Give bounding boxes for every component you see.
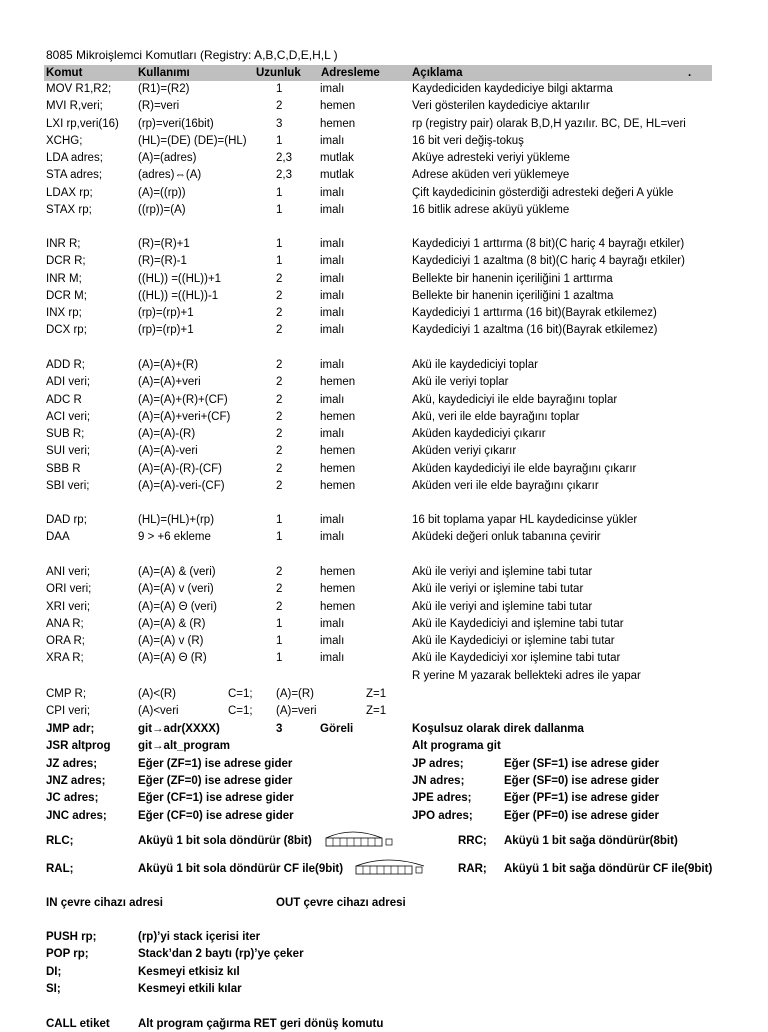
adresleme-cell: hemen <box>320 100 356 113</box>
kullanim-cell: (A)=((rp)) <box>138 186 186 199</box>
uzunluk-cell: 2 <box>276 324 283 337</box>
kullanim-cell: (adres)⇔(A) <box>138 169 202 182</box>
jump-cell: Göreli <box>320 723 354 735</box>
komut-cell: STAX rp; <box>46 203 92 216</box>
kullanim-cell: (A)=(A)+veri <box>138 376 201 389</box>
jump-cell: JZ adres; <box>46 757 98 770</box>
aciklama-cell: Aküye adresteki veriyi yükleme <box>412 152 570 164</box>
aciklama-cell: Bellekte bir hanenin içeriliğini 1 azaltma <box>412 289 614 302</box>
kullanim-cell: ((HL)) =((HL))+1 <box>138 272 222 285</box>
header-komut: Komut <box>46 67 83 79</box>
stack-desc: (rp)’yi stack içerisi iter <box>138 931 261 943</box>
table-row <box>0 443 768 459</box>
komut-cell: LDA adres; <box>46 152 103 164</box>
uzunluk-cell: 1 <box>276 635 283 647</box>
header-aciklama: Açıklama <box>412 67 463 79</box>
jump-row <box>0 808 768 824</box>
uzunluk-cell: 2 <box>276 479 283 492</box>
kullanim-cell: (rp)=(rp)+1 <box>138 307 194 319</box>
aciklama-cell: Aküden veriyi çıkarır <box>412 445 517 458</box>
komut-cell: ADC R <box>46 393 82 406</box>
adresleme-cell: imalı <box>320 186 345 199</box>
aciklama-cell: R yerine M yazarak bellekteki adres ile yapar <box>412 669 641 682</box>
komut-cell: INR R; <box>46 238 81 250</box>
komut-cell: DCR R; <box>46 255 86 268</box>
adresleme-cell: mutlak <box>320 169 354 182</box>
table-row <box>0 98 768 114</box>
table-row <box>0 133 768 149</box>
table-row <box>0 116 768 132</box>
jump-cell: Eğer (ZF=0) ise adrese gider <box>138 774 293 787</box>
kullanim-cell: (A)=(A)-(R)-(CF) <box>138 462 222 475</box>
kullanim-cell: ((HL)) =((HL))-1 <box>138 289 219 302</box>
aciklama-cell: Aküdeki değeri onluk tabanına çevirir <box>412 531 601 544</box>
stack-op: DI; <box>46 965 62 978</box>
uzunluk-cell: 2 <box>276 393 283 406</box>
aciklama-cell: Aküden kaydediciyi ile elde bayrağını çıkarır <box>412 462 637 475</box>
compare-cell: Z=1 <box>366 688 387 700</box>
stack-op: POP rp; <box>46 948 89 961</box>
aciklama-cell: Kaydediciyi 1 azaltma (8 bit)(C hariç 4 bayrağı etkiler) <box>412 255 685 268</box>
jump-row <box>0 721 768 737</box>
table-row <box>0 185 768 201</box>
aciklama-cell: Akü ile veriyi and işlemine tabi tutar <box>412 600 593 613</box>
table-row <box>0 668 768 684</box>
aciklama-cell: Veri gösterilen kaydediciye aktarılır <box>412 100 590 113</box>
compare-cell: (A)=(R) <box>276 688 315 700</box>
jump-cell: Eğer (PF=1) ise adrese gider <box>504 792 659 805</box>
table-row <box>0 478 768 494</box>
stack-desc: Stack’dan 2 baytı (rp)’ye çeker <box>138 948 304 961</box>
kullanim-cell: (HL)=(DE) (DE)=(HL) <box>138 134 247 147</box>
komut-cell: XCHG; <box>46 134 83 147</box>
uzunluk-cell: 1 <box>276 238 283 250</box>
jump-cell: JC adres; <box>46 792 99 805</box>
adresleme-cell: imalı <box>320 428 345 440</box>
table-row <box>0 409 768 425</box>
uzunluk-cell: 1 <box>276 617 283 630</box>
table-row <box>0 581 768 597</box>
rotate-desc: Aküyü 1 bit sağa döndürür(8bit) <box>504 835 678 847</box>
aciklama-cell: rp (registry pair) olarak B,D,H yazılır. BC, DE, HL=veri <box>412 117 686 130</box>
kullanim-cell: (A)=(A) v (veri) <box>138 583 214 596</box>
jump-cell: git→alt_program <box>138 740 231 753</box>
header-uzunluk: Uzunluk <box>256 67 301 79</box>
adresleme-cell: imalı <box>320 635 345 647</box>
jump-row <box>0 773 768 789</box>
adresleme-cell: hemen <box>320 583 356 596</box>
rotate-op: RAL; <box>46 863 74 875</box>
compare-cell: Z=1 <box>366 705 387 718</box>
kullanim-cell: (A)=(A) v (R) <box>138 635 204 647</box>
kullanim-cell: (A)=(A)-veri <box>138 445 198 458</box>
komut-cell: ACI veri; <box>46 410 91 423</box>
adresleme-cell: imalı <box>320 255 345 268</box>
aciklama-cell: Akü ile veriyi and işlemine tabi tutar <box>412 566 593 578</box>
table-row <box>0 236 768 252</box>
compare-cell: (A)=veri <box>276 705 317 718</box>
stack-row <box>0 981 768 997</box>
kullanim-cell: (A)=(A)-veri-(CF) <box>138 479 225 492</box>
compare-cell: (A)<(R) <box>138 688 177 700</box>
rotate-desc: Aküyü 1 bit sola döndürür (8bit) <box>138 835 312 847</box>
jump-cell: JN adres; <box>412 774 465 787</box>
uzunluk-cell: 2 <box>276 445 283 458</box>
komut-cell: ANI veri; <box>46 566 91 578</box>
kullanim-cell: (HL)=(HL)+(rp) <box>138 514 215 526</box>
aciklama-cell: Akü, veri ile elde bayrağını toplar <box>412 410 580 423</box>
io-in: IN çevre cihazı adresi <box>46 897 163 909</box>
io-out: OUT çevre cihazı adresi <box>276 897 406 909</box>
uzunluk-cell: 1 <box>276 652 283 665</box>
stack-row <box>0 946 768 962</box>
uzunluk-cell: 1 <box>276 531 283 544</box>
table-row <box>0 616 768 632</box>
jump-cell: JPE adres; <box>412 792 472 805</box>
uzunluk-cell: 2 <box>276 410 283 423</box>
adresleme-cell: imalı <box>320 393 345 406</box>
jump-cell: Eğer (ZF=1) ise adrese gider <box>138 757 293 770</box>
komut-cell: MOV R1,R2; <box>46 83 112 95</box>
uzunluk-cell: 1 <box>276 514 283 526</box>
komut-cell: ANA R; <box>46 617 84 630</box>
komut-cell: SUB R; <box>46 428 85 440</box>
komut-cell: INX rp; <box>46 307 82 319</box>
kullanim-cell: (R)=(R)-1 <box>138 255 187 268</box>
jump-cell: JP adres; <box>412 757 464 770</box>
jump-cell: Eğer (PF=0) ise adrese gider <box>504 809 659 822</box>
uzunluk-cell: 2 <box>276 272 283 285</box>
uzunluk-cell: 2 <box>276 462 283 475</box>
adresleme-cell: imalı <box>320 514 345 526</box>
kullanim-cell: (R)=veri <box>138 100 180 113</box>
jump-cell: JNZ adres; <box>46 774 106 787</box>
stack-op: SI; <box>46 982 61 995</box>
jump-cell: JPO adres; <box>412 809 473 822</box>
komut-cell: DAD rp; <box>46 514 87 526</box>
aciklama-cell: Akü ile Kaydediciyi and işlemine tabi tutar <box>412 617 624 630</box>
table-row <box>0 357 768 373</box>
table-row <box>0 271 768 287</box>
komut-cell: ADI veri; <box>46 376 91 389</box>
jump-row <box>0 738 768 754</box>
uzunluk-cell: 2 <box>276 566 283 578</box>
table-row <box>0 392 768 408</box>
rotate-left-diagram <box>322 828 402 850</box>
uzunluk-cell: 2 <box>276 376 283 389</box>
aciklama-cell: Kaydediciyi 1 arttırma (16 bit)(Bayrak etkilemez) <box>412 307 657 319</box>
table-row <box>0 322 768 338</box>
adresleme-cell: hemen <box>320 462 356 475</box>
aciklama-cell: Bellekte bir hanenin içeriliğini 1 arttırma <box>412 272 613 285</box>
komut-cell: ORA R; <box>46 635 85 647</box>
rotate-desc: Aküyü 1 bit sağa döndürür CF ile(9bit) <box>504 863 713 875</box>
adresleme-cell: imalı <box>320 289 345 302</box>
jump-cell: Alt programa git <box>412 740 501 753</box>
aciklama-cell: Aküden kaydediciyi çıkarır <box>412 428 546 440</box>
compare-cell: CPI veri; <box>46 705 91 718</box>
uzunluk-cell: 2 <box>276 289 283 302</box>
compare-cell: CMP R; <box>46 688 87 700</box>
komut-cell: SBI veri; <box>46 479 90 492</box>
aciklama-cell: Akü ile kaydediciyi toplar <box>412 359 538 371</box>
table-row <box>0 253 768 269</box>
uzunluk-cell: 2 <box>276 583 283 596</box>
uzunluk-cell: 1 <box>276 134 283 147</box>
komut-cell: DCR M; <box>46 289 87 302</box>
jump-cell: Koşulsuz olarak direk dallanma <box>412 723 584 735</box>
kullanim-cell: 9 > +6 ekleme <box>138 531 211 544</box>
jump-cell: Eğer (SF=0) ise adrese gider <box>504 774 659 787</box>
kullanim-cell: (A)=(A)+(R)+(CF) <box>138 393 228 406</box>
uzunluk-cell: 2 <box>276 600 283 613</box>
kullanim-cell: (R)=(R)+1 <box>138 238 190 250</box>
table-row <box>0 150 768 166</box>
komut-cell: ORI veri; <box>46 583 92 596</box>
komut-cell: STA adres; <box>46 169 103 182</box>
rotate-op: RLC; <box>46 835 74 847</box>
komut-cell: SBB R <box>46 462 81 475</box>
table-row <box>0 374 768 390</box>
rotate-row <box>0 828 768 852</box>
kullanim-cell: (rp)=(rp)+1 <box>138 324 194 337</box>
jump-cell: JNC adres; <box>46 809 107 822</box>
io-row <box>0 895 768 911</box>
aciklama-cell: Akü, kaydediciyi ile elde bayrağını toplar <box>412 393 618 406</box>
kullanim-cell: (A)=(A) & (veri) <box>138 566 216 578</box>
table-row <box>0 81 768 97</box>
komut-cell: SUI veri; <box>46 445 91 458</box>
jump-cell: Eğer (CF=0) ise adrese gider <box>138 809 294 822</box>
komut-cell: LDAX rp; <box>46 186 93 199</box>
adresleme-cell: imalı <box>320 617 345 630</box>
jump-cell: JMP adr; <box>46 723 95 735</box>
kullanim-cell: (A)=(A)+veri+(CF) <box>138 410 231 423</box>
adresleme-cell: imalı <box>320 652 345 665</box>
call-row <box>0 1016 768 1032</box>
adresleme-cell: imalı <box>320 531 345 544</box>
adresleme-cell: hemen <box>320 445 356 458</box>
komut-cell: DAA <box>46 531 70 544</box>
table-row <box>0 305 768 321</box>
table-row <box>0 202 768 218</box>
aciklama-cell: Çift kaydedicinin gösterdiği adresteki değeri A yükle <box>412 186 674 199</box>
komut-cell: XRA R; <box>46 652 84 665</box>
uzunluk-cell: 2 <box>276 359 283 371</box>
uzunluk-cell: 1 <box>276 186 283 199</box>
rotate-carry-diagram <box>352 856 432 878</box>
aciklama-cell: 16 bit veri değiş-tokuş <box>412 134 524 147</box>
uzunluk-cell: 3 <box>276 117 283 130</box>
compare-row <box>0 703 768 719</box>
uzunluk-cell: 2 <box>276 100 283 113</box>
aciklama-cell: Kaydediciden kaydediciye bilgi aktarma <box>412 83 613 95</box>
adresleme-cell: imalı <box>320 134 345 147</box>
adresleme-cell: hemen <box>320 566 356 578</box>
kullanim-cell: (A)=(adres) <box>138 152 197 164</box>
kullanim-cell: (R1)=(R2) <box>138 83 190 95</box>
table-header <box>44 65 712 81</box>
header-adresleme: Adresleme <box>321 67 380 79</box>
adresleme-cell: imalı <box>320 272 345 285</box>
komut-cell: XRI veri; <box>46 600 91 613</box>
rotate-op: RAR; <box>458 863 487 875</box>
uzunluk-cell: 1 <box>276 203 283 216</box>
aciklama-cell: Adrese aküden veri yüklemeye <box>412 169 570 182</box>
adresleme-cell: hemen <box>320 479 356 492</box>
adresleme-cell: hemen <box>320 376 356 389</box>
jump-row <box>0 790 768 806</box>
komut-cell: DCX rp; <box>46 324 87 337</box>
rotate-row <box>0 856 768 880</box>
compare-cell: (A)<veri <box>138 705 179 718</box>
compare-cell: C=1; <box>228 705 253 718</box>
compare-row <box>0 686 768 702</box>
adresleme-cell: imalı <box>320 324 345 337</box>
call-op: CALL etiket <box>46 1018 110 1030</box>
uzunluk-cell: 2,3 <box>276 152 292 164</box>
kullanim-cell: (A)=(A) & (R) <box>138 617 206 630</box>
stack-desc: Kesmeyi etkisiz kıl <box>138 965 240 978</box>
komut-cell: MVI R,veri; <box>46 100 103 113</box>
adresleme-cell: imalı <box>320 359 345 371</box>
kullanim-cell: (rp)=veri(16bit) <box>138 117 214 130</box>
uzunluk-cell: 2 <box>276 428 283 440</box>
komut-cell: LXI rp,veri(16) <box>46 117 119 130</box>
table-row <box>0 426 768 442</box>
kullanim-cell: (A)=(A) Θ (veri) <box>138 600 217 613</box>
aciklama-cell: Akü ile Kaydediciyi xor işlemine tabi tutar <box>412 652 621 665</box>
header-dot: . <box>688 67 692 79</box>
table-row <box>0 461 768 477</box>
adresleme-cell: hemen <box>320 600 356 613</box>
aciklama-cell: Aküden veri ile elde bayrağını çıkarır <box>412 479 599 492</box>
aciklama-cell: Akü ile veriyi or işlemine tabi tutar <box>412 583 584 596</box>
table-row <box>0 288 768 304</box>
adresleme-cell: hemen <box>320 410 356 423</box>
aciklama-cell: Kaydediciyi 1 azaltma (16 bit)(Bayrak etkilemez) <box>412 324 658 337</box>
table-row <box>0 650 768 666</box>
jump-cell: Eğer (CF=1) ise adrese gider <box>138 792 294 805</box>
uzunluk-cell: 1 <box>276 255 283 268</box>
table-row <box>0 167 768 183</box>
adresleme-cell: imalı <box>320 203 345 216</box>
komut-cell: ADD R; <box>46 359 85 371</box>
aciklama-cell: Akü ile Kaydediciyi or işlemine tabi tutar <box>412 635 615 647</box>
stack-op: PUSH rp; <box>46 931 97 943</box>
adresleme-cell: hemen <box>320 117 356 130</box>
kullanim-cell: (A)=(A)-(R) <box>138 428 196 440</box>
adresleme-cell: mutlak <box>320 152 354 164</box>
adresleme-cell: imalı <box>320 83 345 95</box>
stack-desc: Kesmeyi etkili kılar <box>138 982 242 995</box>
stack-row <box>0 964 768 980</box>
jump-cell: JSR altprog <box>46 740 111 753</box>
adresleme-cell: imalı <box>320 307 345 319</box>
jump-cell: 3 <box>276 723 283 735</box>
uzunluk-cell: 1 <box>276 83 283 95</box>
kullanim-cell: (A)=(A) Θ (R) <box>138 652 207 665</box>
table-row <box>0 564 768 580</box>
table-row <box>0 512 768 528</box>
table-row <box>0 599 768 615</box>
aciklama-cell: 16 bit toplama yapar HL kaydedicinse yükler <box>412 514 638 526</box>
document-title: 8085 Mikroişlemci Komutları (Registry: A,B,C,D,E,H,L ) <box>46 48 338 62</box>
rotate-op: RRC; <box>458 835 487 847</box>
aciklama-cell: Akü ile veriyi toplar <box>412 376 509 389</box>
adresleme-cell: imalı <box>320 238 345 250</box>
table-row <box>0 529 768 545</box>
rotate-desc: Aküyü 1 bit sola döndürür CF ile(9bit) <box>138 863 344 875</box>
uzunluk-cell: 2,3 <box>276 169 292 182</box>
table-row <box>0 633 768 649</box>
kullanim-cell: ((rp))=(A) <box>138 203 186 216</box>
komut-cell: INR M; <box>46 272 82 285</box>
header-kullanim: Kullanımı <box>138 67 190 79</box>
kullanim-cell: (A)=(A)+(R) <box>138 359 199 371</box>
uzunluk-cell: 2 <box>276 307 283 319</box>
aciklama-cell: Kaydediciyi 1 arttırma (8 bit)(C hariç 4 bayrağı etkiler) <box>412 238 685 250</box>
jump-cell: git→adr(XXXX) <box>138 723 220 735</box>
aciklama-cell: 16 bitlik adrese aküyü yükleme <box>412 203 570 216</box>
stack-row <box>0 929 768 945</box>
call-desc: Alt program çağırma RET geri dönüş komutu <box>138 1018 384 1030</box>
jump-cell: Eğer (SF=1) ise adrese gider <box>504 757 659 770</box>
jump-row <box>0 756 768 772</box>
compare-cell: C=1; <box>228 688 253 700</box>
